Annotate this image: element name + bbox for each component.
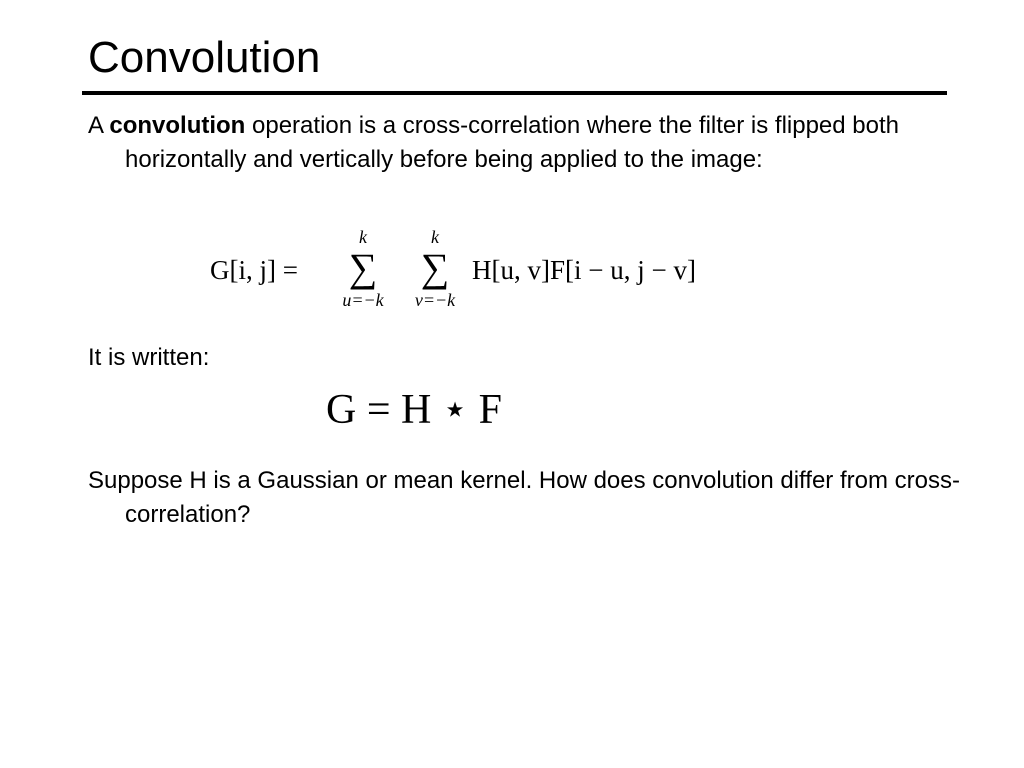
summation-u-lower: u=−k (342, 290, 384, 310)
notation-paragraph: It is written: (88, 344, 210, 371)
definition-term: convolution (109, 112, 246, 139)
convolution-notation-equation: G = H ⋆ F (326, 387, 502, 433)
equation-lhs: G[i, j] = (210, 255, 298, 285)
summation-u (328, 226, 398, 312)
sigma-symbol-icon: ∑ (420, 245, 450, 290)
summation-v (400, 226, 470, 312)
summation-v-lower: v=−k (414, 290, 456, 310)
summation-u-upper: k (359, 227, 367, 247)
slide-title: Convolution (88, 33, 321, 82)
sigma-symbol-icon: ∑ (348, 245, 378, 290)
definition-paragraph (88, 109, 965, 177)
definition-text: operation is a cross-correlation where the filter is flipped both horizontally and vertically before being applied to the image: (125, 112, 900, 173)
definition-prefix: A (88, 112, 110, 139)
convolution-sum-equation (210, 226, 750, 316)
question-paragraph: Suppose H is a Gaussian or mean kernel. How does convolution differ from cross-correlation? (88, 467, 960, 528)
summation-v-upper: k (431, 227, 439, 247)
equation-rhs: H[u, v]F[i − u, j − v] (472, 255, 696, 285)
title-divider (82, 91, 947, 95)
